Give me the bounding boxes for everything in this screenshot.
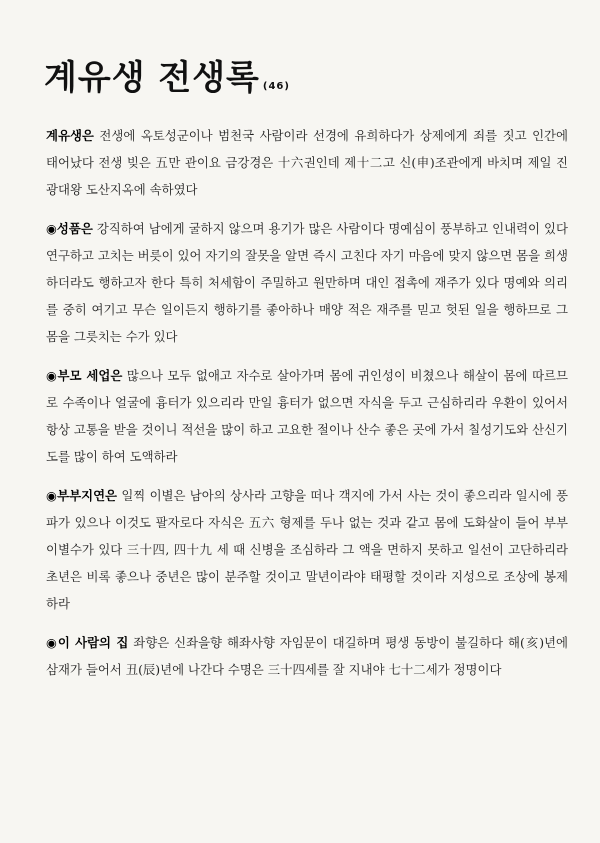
- paragraph-lead: 계유생은: [46, 128, 94, 143]
- paragraph-text: 많으나 모두 없애고 자수로 살아가며 몸에 귀인성이 비쳤으나 해살이 몸에 따르므로 수족이나 얼굴에 흉터가 있으리라 만일 흉터가 없으면 자식을 두고 근심하리라 우환이 있어서 항상 고통을 받을 것이니 적선을 많이 하고 고요한 절이나 산수 좋은 곳에 가서 칠성기도와 산신기도를 많이 하여 도액하라: [46, 368, 568, 464]
- paragraph-past-life: [46, 122, 568, 203]
- paragraph-personality: [46, 215, 568, 350]
- paragraph-lead: ◉부모 세업은: [46, 368, 123, 383]
- page-number: (46): [262, 81, 290, 92]
- paragraph-lead: ◉성품은: [46, 221, 93, 236]
- paragraph-parents-inheritance: [46, 362, 568, 470]
- paragraph-lead: ◉부부지연은: [46, 488, 118, 503]
- document-body: [46, 122, 568, 695]
- paragraph-text: 일찍 이별은 남아의 상사라 고향을 떠나 객지에 가서 사는 것이 좋으리라 일시에 풍파가 있으나 이것도 팔자로다 자식은 五六 형제를 두나 없는 것과 같고 몸에 도화살이 들어 부부 이별수가 있다 三十四, 四十九 세 때 신병을 조심하라 그 액을 면하지 못하고 일선이 고단하리라 초년은 비록 좋으나 중년은 많이 분주할 것이고 말년이라야 태평할 것이라 지성으로 조상에 봉제하라: [46, 488, 568, 611]
- paragraph-text: 강직하여 남에게 굴하지 않으며 용기가 많은 사람이다 명예심이 풍부하고 인내력이 있다 연구하고 고치는 버릇이 있어 자기의 잘못을 알면 즉시 고친다 자기 마음에 맞지 않으면 몸을 희생하더라도 행하고자 한다 특히 처세함이 주밀하고 원만하며 대인 접촉에 재주가 있다 명예와 의리를 중히 여기고 무슨 일이든지 행하기를 좋아하나 매양 적은 재주를 믿고 헛된 일을 행하므로 그 몸을 그릇치는 수가 있다: [46, 221, 568, 344]
- paragraph-text: 전생에 옥토성군이나 범천국 사람이라 선경에 유희하다가 상제에게 죄를 짓고 인간에 태어났다 전생 빚은 五만 관이요 금강경은 十六권인데 제十二고 신(申)조관에게 바치며 제일 진광대왕 도산지옥에 속하였다: [46, 128, 568, 197]
- paragraph-text: 좌향은 신좌을향 해좌사향 자임문이 대길하며 평생 동방이 불길하다 해(亥)년에 삼재가 들어서 丑(辰)년에 나간다 수명은 三十四세를 잘 지내야 七十二세가 정명이다: [46, 635, 568, 677]
- paragraph-lead: ◉이 사람의 집: [46, 635, 129, 650]
- paragraph-house: [46, 629, 568, 683]
- paragraph-marriage: [46, 482, 568, 617]
- page-title-text: 계유생 전생록: [44, 58, 260, 98]
- page-title: [44, 50, 290, 99]
